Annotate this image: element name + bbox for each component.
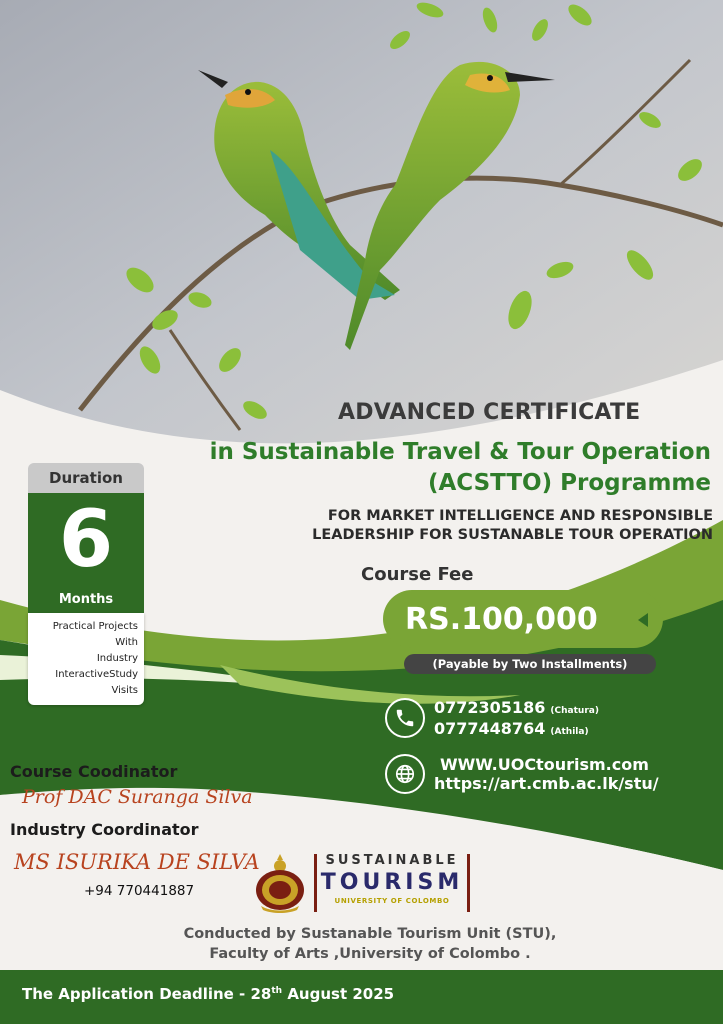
duration-features [28, 613, 144, 705]
phone-contact-name: (Athila) [550, 727, 589, 737]
course-coordinator-label: Course Coodinator [10, 762, 178, 781]
duration-value-box [28, 493, 144, 613]
phone-icon [385, 698, 425, 738]
programme-subtitle [312, 507, 713, 545]
installment-note: (Payable by Two Installments) [404, 654, 656, 674]
website-link[interactable]: WWW.UOCtourism.com [440, 755, 649, 774]
deadline-suffix: August 2025 [282, 985, 395, 1003]
phone-number[interactable]: 0772305186 [434, 698, 546, 717]
conducted-line1: Conducted by Sustanable Tourism Unit (STU), [183, 926, 557, 942]
duration-number: 6 [58, 495, 114, 585]
feature-item: InteractiveStudy [55, 669, 138, 680]
phone-row-1 [434, 698, 599, 717]
industry-coordinator-phone[interactable]: +94 770441887 [84, 883, 195, 899]
triangle-left-icon [638, 613, 648, 627]
programme-title: ADVANCED CERTIFICATE [338, 400, 641, 425]
programme-name-line1: in Sustainable Travel & Tour Operation [209, 439, 711, 465]
application-deadline [22, 985, 394, 1003]
globe-icon [385, 754, 425, 794]
phone-contact-name: (Chatura) [550, 706, 599, 716]
phone-row-2 [434, 719, 589, 738]
feature-item: With [115, 637, 138, 648]
university-crest-icon [253, 852, 307, 914]
duration-box [28, 463, 144, 613]
subtitle-line2: LEADERSHIP FOR SUSTANABLE TOUR OPERATION [312, 527, 713, 543]
website-link[interactable]: https://art.cmb.ac.lk/stu/ [434, 774, 659, 793]
logo-line2: TOURISM [320, 870, 464, 895]
programme-name-line2: (ACSTTO) Programme [427, 470, 711, 496]
duration-label: Duration [28, 463, 144, 493]
sustainable-tourism-logo [314, 852, 470, 914]
programme-name [210, 437, 711, 499]
subtitle-line1: FOR MARKET INTELLIGENCE AND RESPONSIBLE [327, 508, 713, 524]
conducted-by [150, 924, 590, 964]
conducted-line2: Faculty of Arts ,University of Colombo . [209, 946, 531, 962]
course-fee-amount: RS.100,000 [383, 590, 663, 648]
course-fee-label: Course Fee [361, 564, 474, 585]
industry-coordinator-name: MS ISURIKA DE SILVA [14, 850, 260, 874]
phone-number[interactable]: 0777448764 [434, 719, 546, 738]
course-coordinator-name: Prof DAC Suranga Silva [22, 786, 253, 808]
deadline-ordinal: th [271, 986, 283, 996]
duration-unit: Months [58, 592, 114, 607]
industry-coordinator-label: Industry Coordinator [10, 820, 199, 839]
feature-item: Visits [111, 685, 138, 696]
feature-item: Practical Projects [52, 621, 138, 632]
feature-item: Industry [96, 653, 138, 664]
logo-line1: SUSTAINABLE [325, 853, 459, 868]
deadline-prefix: The Application Deadline - 28 [22, 985, 272, 1003]
logo-line3: UNIVERSITY OF COLOMBO [334, 897, 450, 905]
